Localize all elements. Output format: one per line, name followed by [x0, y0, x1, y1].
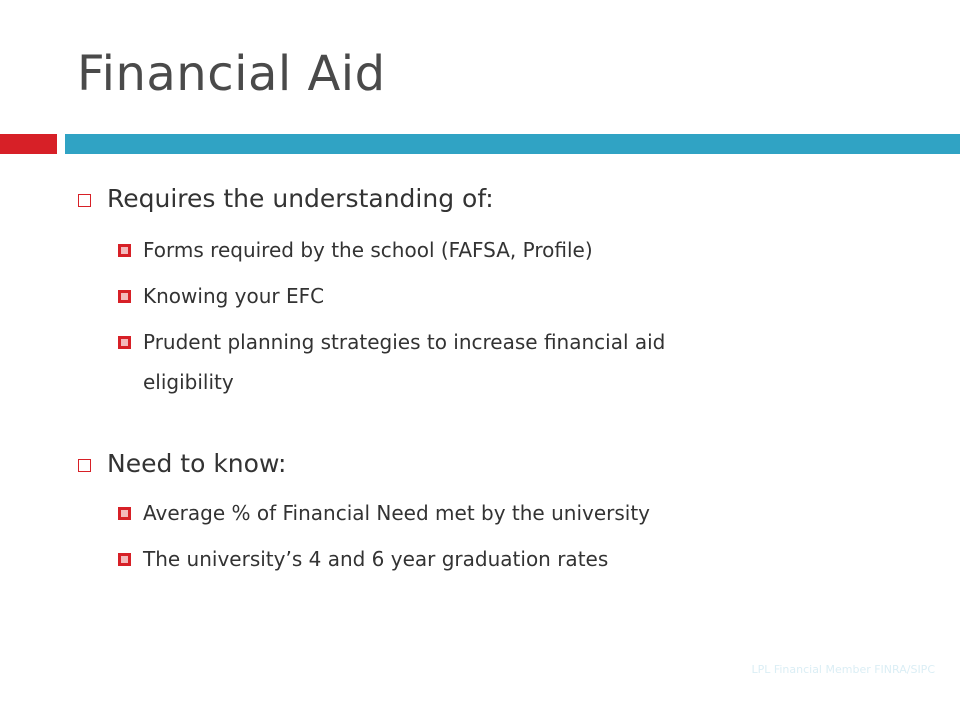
filled-square-bullet-icon: [118, 553, 131, 566]
slide-title: Financial Aid: [77, 46, 386, 102]
list-item-continuation: eligibility: [143, 370, 234, 394]
list-item: Average % of Financial Need met by the university: [143, 501, 651, 525]
list-item: Prudent planning strategies to increase financial aid: [143, 330, 666, 354]
filled-square-bullet-icon: [118, 244, 131, 257]
section-heading: Requires the understanding of:: [107, 184, 494, 213]
list-item: Forms required by the school (FAFSA, Profile): [143, 238, 593, 262]
list-item: Knowing your EFC: [143, 284, 325, 308]
filled-square-bullet-icon: [118, 507, 131, 520]
filled-square-bullet-icon: [118, 290, 131, 303]
section-heading: Need to know:: [107, 449, 287, 478]
hollow-square-bullet-icon: [78, 459, 91, 472]
filled-square-bullet-icon: [118, 336, 131, 349]
footer-disclosure: LPL Financial Member FINRA/SIPC: [751, 663, 935, 676]
list-item: The university’s 4 and 6 year graduation rates: [143, 547, 609, 571]
hollow-square-bullet-icon: [78, 194, 91, 207]
